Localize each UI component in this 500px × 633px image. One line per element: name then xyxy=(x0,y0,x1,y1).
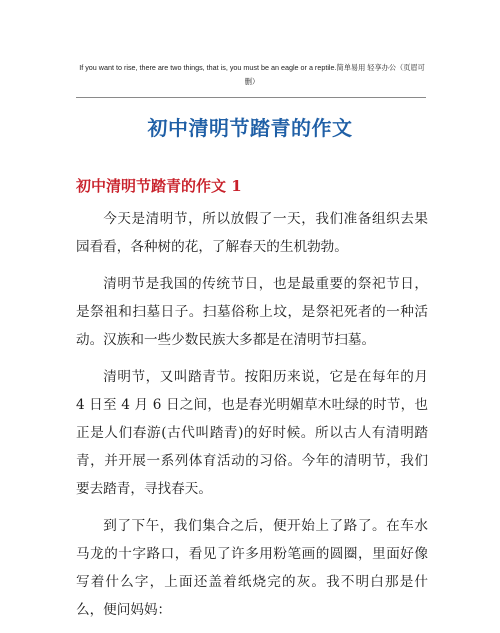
section-title: 初中清明节踏青的作文 1 xyxy=(76,177,242,195)
paragraph: 今天是清明节，所以放假了一天，我们准备组织去果园看看，各种树的花，了解春天的生机勃勃。 xyxy=(76,211,428,255)
paragraph: 清明节，又叫踏青节。按阳历来说，它是在每年的月 4 日至 4 月 6 日之间，也是春光明媚草木吐绿的时节，也正是人们春游(古代叫踏青)的好时候。所以古人有清明踏青，并开展一系列体育活动的习俗。今年的清明节，我们要去踏青，寻找春天。 xyxy=(76,369,428,497)
body-text xyxy=(76,205,428,633)
header-divider xyxy=(76,97,426,98)
document-title: 初中清明节踏青的作文 xyxy=(147,116,353,140)
paragraph: 清明节是我国的传统节日，也是最重要的祭祀节日，是祭祖和扫墓日子。扫墓俗称上坟，是祭祀死者的一种活动。汉族和一些少数民族大多都是在清明节扫墓。 xyxy=(76,276,428,348)
paragraph: 到了下午，我们集合之后，便开始上了路了。在车水马龙的十字路口，看见了许多用粉笔画的圆圈，里面好像写着什么字，上面还盖着纸烧完的灰。我不明白那是什么，便问妈妈： xyxy=(76,518,428,618)
page-header-note: If you want to rise, there are two things, that is, you must be an eagle or a reptile.简单易用 轻享办公（页眉可删） xyxy=(79,63,425,86)
